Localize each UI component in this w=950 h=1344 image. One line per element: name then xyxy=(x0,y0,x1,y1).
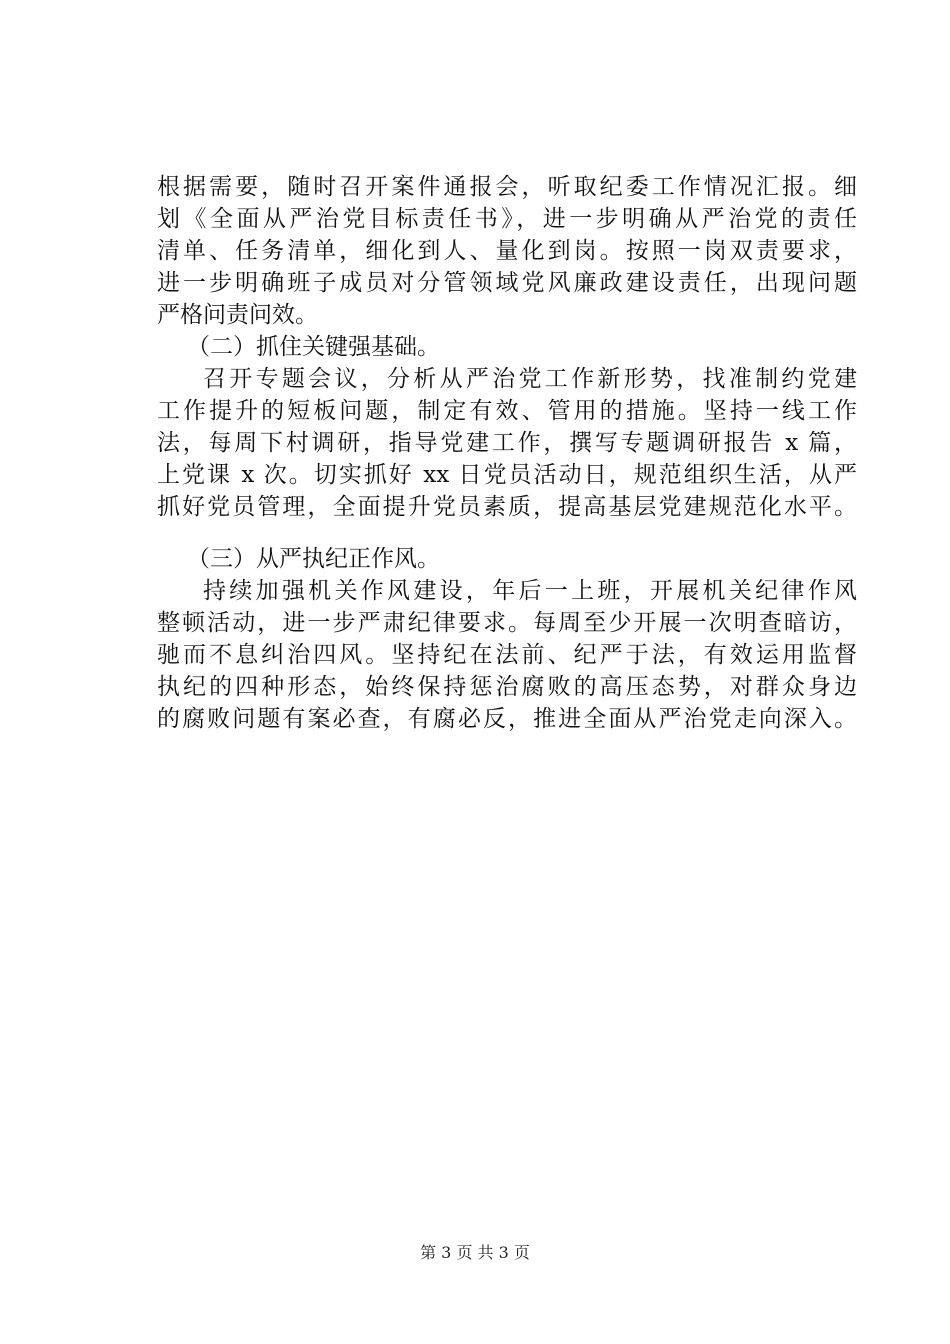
paragraph-1-line-4: 进一步明确班子成员对分管领域党风廉政建设责任，出现问题 xyxy=(157,270,857,296)
paragraph-spacer xyxy=(157,523,857,543)
paragraph-1-line-3: 清单、任务清单，细化到人、量化到岗。按照一岗双责要求， xyxy=(157,238,857,264)
paragraph-1-line-1: 根据需要，随时召开案件通报会，听取纪委工作情况汇报。细 xyxy=(157,174,857,200)
paragraph-3-line-1: 持续加强机关作风建设，年后一上班，开展机关纪律作风 xyxy=(203,578,857,604)
document-body xyxy=(157,171,857,735)
section-heading-2: （二）抓住关键强基础。 xyxy=(187,334,440,360)
paragraph-2-line-2: 工作提升的短板问题，制定有效、管用的措施。坚持一线工作 xyxy=(157,398,857,424)
paragraph-1-line-5: 严格问责问效。 xyxy=(157,302,318,328)
paragraph-3-line-5: 的腐败问题有案必查，有腐必反，推进全面从严治党走向深入。 xyxy=(157,706,857,732)
paragraph-2-line-4: 上党课 x 次。切实抓好 xx 日党员活动日，规范组织生活，从严 xyxy=(157,462,857,488)
paragraph-2-line-5: 抓好党员管理，全面提升党员素质，提高基层党建规范化水平。 xyxy=(157,494,857,520)
paragraph-3-line-4: 执纪的四种形态，始终保持惩治腐败的高压态势，对群众身边 xyxy=(157,674,857,700)
paragraph-3-line-2: 整顿活动，进一步严肃纪律要求。每周至少开展一次明查暗访， xyxy=(157,610,857,636)
paragraph-2-line-1: 召开专题会议，分析从严治党工作新形势，找准制约党建 xyxy=(203,366,857,392)
paragraph-3-line-3: 驰而不息纠治四风。坚持纪在法前、纪严于法，有效运用监督 xyxy=(157,642,857,668)
paragraph-2-line-3: 法，每周下村调研，指导党建工作，撰写专题调研报告 x 篇， xyxy=(157,430,857,456)
section-heading-3: （三）从严执纪正作风。 xyxy=(187,546,440,572)
page-footer: 第 3 页 共 3 页 xyxy=(420,1243,530,1262)
paragraph-1-line-2: 划《全面从严治党目标责任书》，进一步明确从严治党的责任 xyxy=(157,206,857,232)
